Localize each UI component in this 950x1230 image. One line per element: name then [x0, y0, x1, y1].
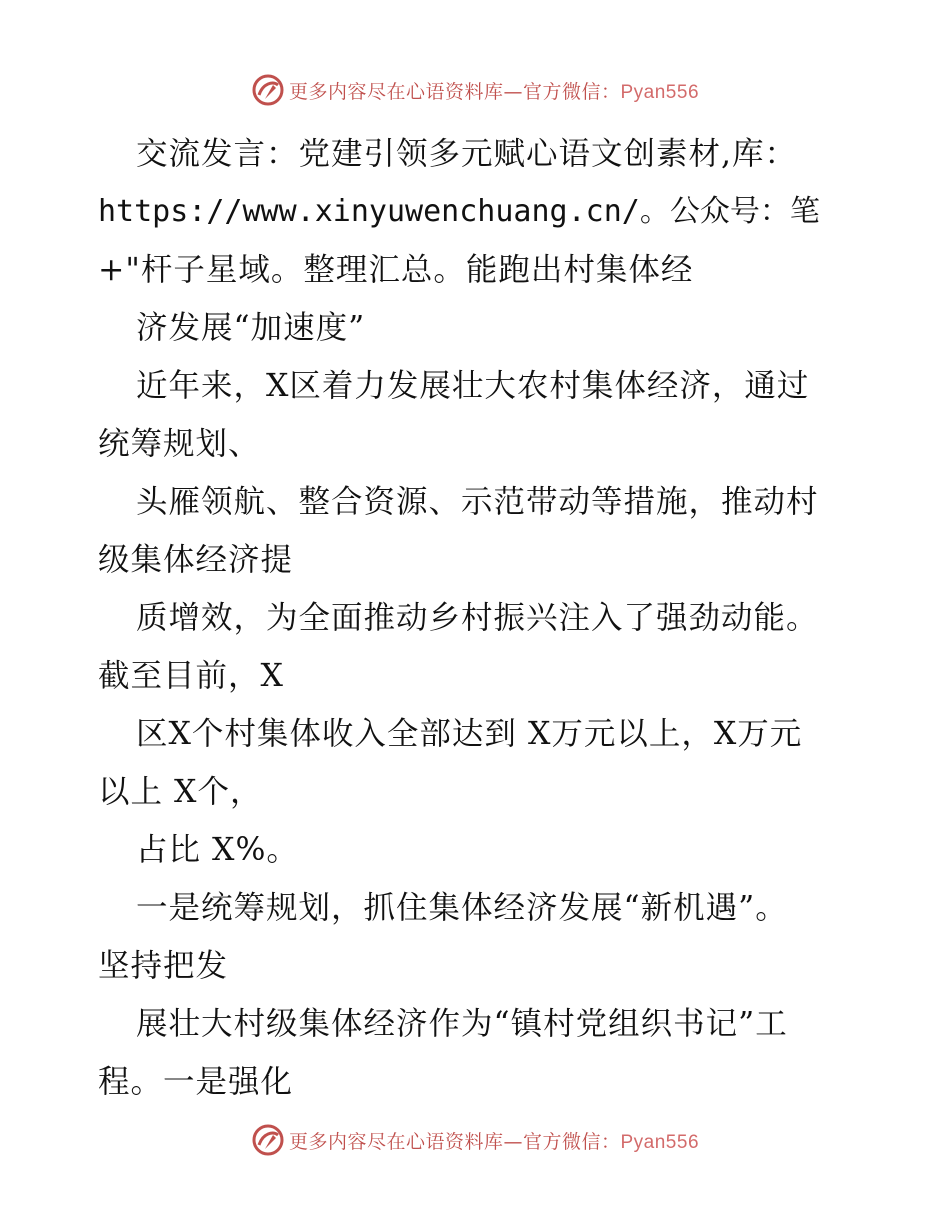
body-line: 展壮大村级集体经济作为“镇村党组织书记”工 [136, 1006, 788, 1042]
body-line: +"杆子星域。整理汇总。能跑出村集体经 [98, 252, 694, 288]
header-text [289, 77, 699, 104]
footer-banner [0, 1120, 950, 1160]
footer-wechat-label: 官方微信： [522, 1130, 621, 1153]
body-line: 以上 X个， [98, 774, 263, 810]
header-wechat-id: Pyan556 [620, 81, 700, 103]
footer-text [289, 1127, 699, 1154]
body-line: 截至目前，X [98, 658, 284, 694]
footer-brand: 更多内容尽在心语资料库 [288, 1130, 504, 1153]
body-line: 一是统筹规划，抓住集体经济发展“新机遇”。 [136, 890, 788, 926]
body-line: 统筹规划、 [98, 426, 261, 462]
body-line: 程。一是强化 [98, 1064, 294, 1100]
footer-wechat-id: Pyan556 [620, 1131, 700, 1153]
body-line: 头雁领航、整合资源、示范带动等措施，推动村 [136, 484, 819, 520]
header-brand: 更多内容尽在心语资料库 [288, 80, 504, 103]
body-line: 占比 X%。 [136, 832, 299, 868]
header-separator: — [503, 80, 523, 103]
header-wechat-label: 官方微信： [522, 80, 621, 103]
brand-logo-icon [251, 73, 285, 107]
body-line: 质增效，为全面推动乡村振兴注入了强劲动能。 [136, 600, 819, 636]
body-line: 济发展“加速度” [136, 310, 366, 346]
body-line: https://www.xinyuwenchuang.cn/。公众号：笔 [98, 194, 820, 229]
body-line: 交流发言：党建引领多元赋心语文创素材,库： [136, 136, 798, 172]
body-line: 区X个村集体收入全部达到 X万元以上，X万元 [136, 716, 803, 752]
header-banner [0, 70, 950, 110]
body-line: 近年来，X区着力发展壮大农村集体经济，通过 [136, 368, 810, 404]
body-line: 级集体经济提 [98, 542, 294, 578]
document-body [98, 125, 858, 1111]
brand-logo-icon [251, 1123, 285, 1157]
footer-separator: — [503, 1130, 523, 1153]
body-line: 坚持把发 [98, 948, 229, 984]
